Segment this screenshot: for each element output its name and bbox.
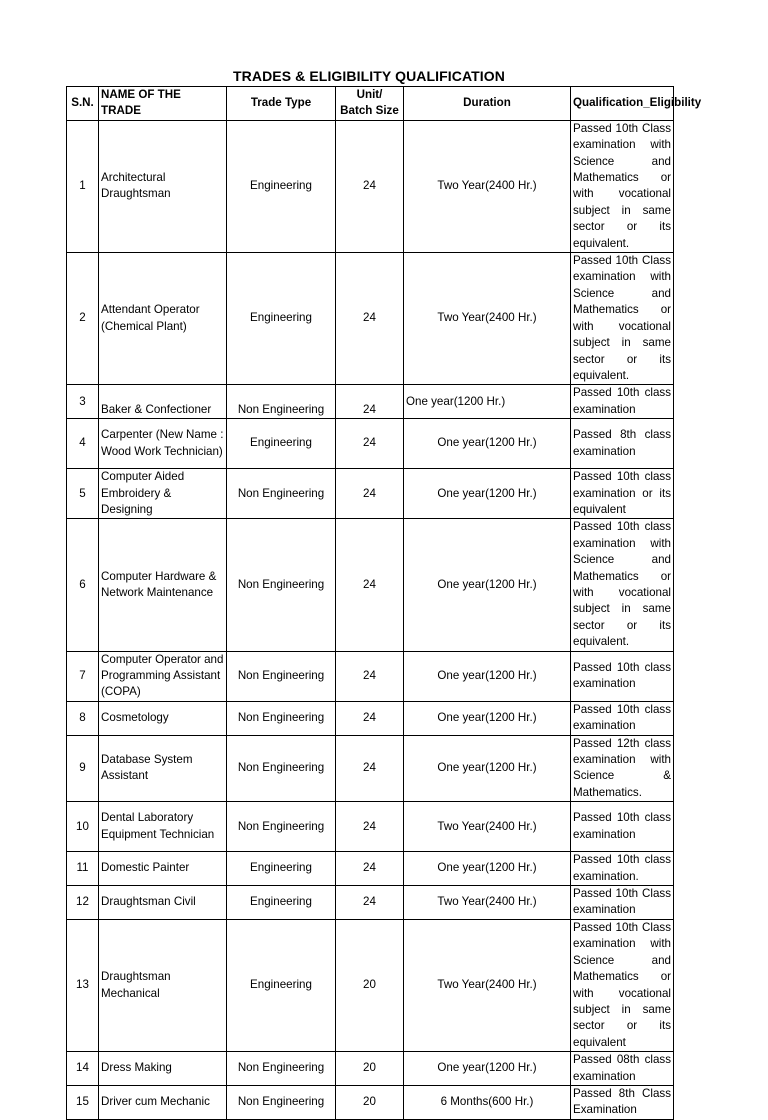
table-row xyxy=(67,735,674,802)
cell-trade-name: Computer Aided Embroidery & Designing xyxy=(99,469,227,519)
cell-trade-name: Architectural Draughtsman xyxy=(99,120,227,252)
cell-batch-size: 24 xyxy=(336,253,404,385)
cell-sn: 5 xyxy=(67,469,99,519)
cell-duration: Two Year(2400 Hr.) xyxy=(404,919,571,1051)
cell-duration: One year(1200 Hr.) xyxy=(404,419,571,469)
cell-duration: One year(1200 Hr.) xyxy=(404,852,571,886)
cell-sn: 3 xyxy=(67,385,99,419)
cell-qualification: Passed 10th class examination xyxy=(571,701,674,735)
cell-sn: 8 xyxy=(67,701,99,735)
cell-trade-name: Cosmetology xyxy=(99,701,227,735)
header-batch-size xyxy=(336,87,404,121)
cell-batch-size: 24 xyxy=(336,802,404,852)
cell-duration: One year(1200 Hr.) xyxy=(404,469,571,519)
cell-batch-size: 20 xyxy=(336,919,404,1051)
table-row xyxy=(67,886,674,920)
header-qualification: Qualification_Eligibility xyxy=(571,87,674,121)
cell-duration: One year(1200 Hr.) xyxy=(404,701,571,735)
cell-batch-size: 20 xyxy=(336,1052,404,1086)
cell-duration: One year(1200 Hr.) xyxy=(404,385,571,419)
cell-batch-size: 20 xyxy=(336,1085,404,1119)
cell-trade-type: Engineering xyxy=(227,852,336,886)
cell-sn: 4 xyxy=(67,419,99,469)
cell-trade-name: Dress Making xyxy=(99,1052,227,1086)
cell-trade-type: Engineering xyxy=(227,886,336,920)
cell-qualification: Passed 10th Class examination xyxy=(571,886,674,920)
table-row xyxy=(67,1085,674,1119)
header-trade-type: Trade Type xyxy=(227,87,336,121)
cell-qualification: Passed 8th class examination xyxy=(571,419,674,469)
table-row xyxy=(67,1052,674,1086)
header-batch-line1: Unit/ xyxy=(356,88,383,101)
cell-sn: 13 xyxy=(67,919,99,1051)
cell-qualification: Passed 10th class examination xyxy=(571,651,674,701)
cell-trade-type: Non Engineering xyxy=(227,385,336,419)
cell-sn: 10 xyxy=(67,802,99,852)
cell-duration: Two Year(2400 Hr.) xyxy=(404,120,571,252)
cell-duration: One year(1200 Hr.) xyxy=(404,1052,571,1086)
cell-trade-name: Attendant Operator (Chemical Plant) xyxy=(99,253,227,385)
cell-trade-type: Non Engineering xyxy=(227,469,336,519)
cell-qualification: Passed 10th Class examination with Science and Mathematics or with vocational subject in same sector or its equivalent. xyxy=(571,120,674,252)
table-row xyxy=(67,253,674,385)
table-row xyxy=(67,120,674,252)
cell-sn: 11 xyxy=(67,852,99,886)
cell-duration: One year(1200 Hr.) xyxy=(404,735,571,802)
cell-trade-name: Draughtsman Mechanical xyxy=(99,919,227,1051)
cell-trade-type: Non Engineering xyxy=(227,651,336,701)
cell-trade-name: Dental Laboratory Equipment Technician xyxy=(99,802,227,852)
cell-trade-name: Driver cum Mechanic xyxy=(99,1085,227,1119)
table-row xyxy=(67,419,674,469)
cell-sn: 14 xyxy=(67,1052,99,1086)
table-row xyxy=(67,919,674,1051)
cell-qualification: Passed 10th Class examination with Science and Mathematics or with vocational subject in same sector or its equivalent. xyxy=(571,253,674,385)
cell-sn: 6 xyxy=(67,519,99,651)
table-row xyxy=(67,852,674,886)
cell-trade-type: Engineering xyxy=(227,253,336,385)
cell-trade-name: Baker & Confectioner xyxy=(99,385,227,419)
cell-batch-size: 24 xyxy=(336,419,404,469)
cell-batch-size: 24 xyxy=(336,886,404,920)
cell-trade-name: Carpenter (New Name : Wood Work Technician) xyxy=(99,419,227,469)
cell-duration: Two Year(2400 Hr.) xyxy=(404,253,571,385)
cell-sn: 7 xyxy=(67,651,99,701)
table-row xyxy=(67,385,674,419)
cell-qualification: Passed 08th class examination xyxy=(571,1052,674,1086)
cell-batch-size: 24 xyxy=(336,120,404,252)
cell-trade-type: Non Engineering xyxy=(227,802,336,852)
header-duration: Duration xyxy=(404,87,571,121)
trades-table xyxy=(66,86,702,1120)
table-row xyxy=(67,701,674,735)
cell-batch-size: 24 xyxy=(336,701,404,735)
cell-trade-name: Computer Operator and Programming Assistant (COPA) xyxy=(99,651,227,701)
cell-qualification: Passed 8th Class Examination xyxy=(571,1085,674,1119)
cell-sn: 15 xyxy=(67,1085,99,1119)
cell-trade-type: Non Engineering xyxy=(227,519,336,651)
cell-batch-size: 24 xyxy=(336,852,404,886)
cell-qualification: Passed 10th class examination with Science and Mathematics or with vocational subject in same sector or its equivalent. xyxy=(571,519,674,651)
cell-duration: One year(1200 Hr.) xyxy=(404,651,571,701)
header-batch-line2: Batch Size xyxy=(340,104,399,118)
table-row xyxy=(67,802,674,852)
page-title: TRADES & ELIGIBILITY QUALIFICATION xyxy=(233,68,505,84)
cell-sn: 1 xyxy=(67,120,99,252)
cell-duration: One year(1200 Hr.) xyxy=(404,519,571,651)
cell-trade-name: Draughtsman Civil xyxy=(99,886,227,920)
header-sn: S.N. xyxy=(67,87,99,121)
cell-trade-type: Non Engineering xyxy=(227,735,336,802)
cell-sn: 9 xyxy=(67,735,99,802)
cell-sn: 12 xyxy=(67,886,99,920)
cell-duration: Two Year(2400 Hr.) xyxy=(404,802,571,852)
table-header-row xyxy=(67,87,674,121)
cell-trade-type: Engineering xyxy=(227,120,336,252)
cell-trade-type: Non Engineering xyxy=(227,1052,336,1086)
cell-trade-name: Computer Hardware & Network Maintenance xyxy=(99,519,227,651)
cell-qualification: Passed 10th class examination xyxy=(571,802,674,852)
cell-duration: Two Year(2400 Hr.) xyxy=(404,886,571,920)
cell-batch-size: 24 xyxy=(336,735,404,802)
cell-qualification: Passed 12th class examination with Science & Mathematics. xyxy=(571,735,674,802)
table-row xyxy=(67,651,674,701)
cell-qualification: Passed 10th class examination. xyxy=(571,852,674,886)
cell-batch-size: 24 xyxy=(336,519,404,651)
cell-trade-type: Non Engineering xyxy=(227,701,336,735)
cell-qualification: Passed 10th class examination or its equivalent xyxy=(571,469,674,519)
cell-batch-size: 24 xyxy=(336,469,404,519)
cell-trade-name: Database System Assistant xyxy=(99,735,227,802)
cell-batch-size: 24 xyxy=(336,385,404,419)
header-trade-name: NAME OF THE TRADE xyxy=(99,87,227,121)
cell-batch-size: 24 xyxy=(336,651,404,701)
cell-trade-type: Engineering xyxy=(227,419,336,469)
cell-trade-type: Non Engineering xyxy=(227,1085,336,1119)
cell-sn: 2 xyxy=(67,253,99,385)
cell-trade-name: Domestic Painter xyxy=(99,852,227,886)
table-row xyxy=(67,469,674,519)
cell-qualification: Passed 10th class examination xyxy=(571,385,674,419)
cell-trade-type: Engineering xyxy=(227,919,336,1051)
cell-qualification: Passed 10th Class examination with Science and Mathematics or with vocational subject in same sector or its equivalent xyxy=(571,919,674,1051)
cell-duration: 6 Months(600 Hr.) xyxy=(404,1085,571,1119)
table-row xyxy=(67,519,674,651)
